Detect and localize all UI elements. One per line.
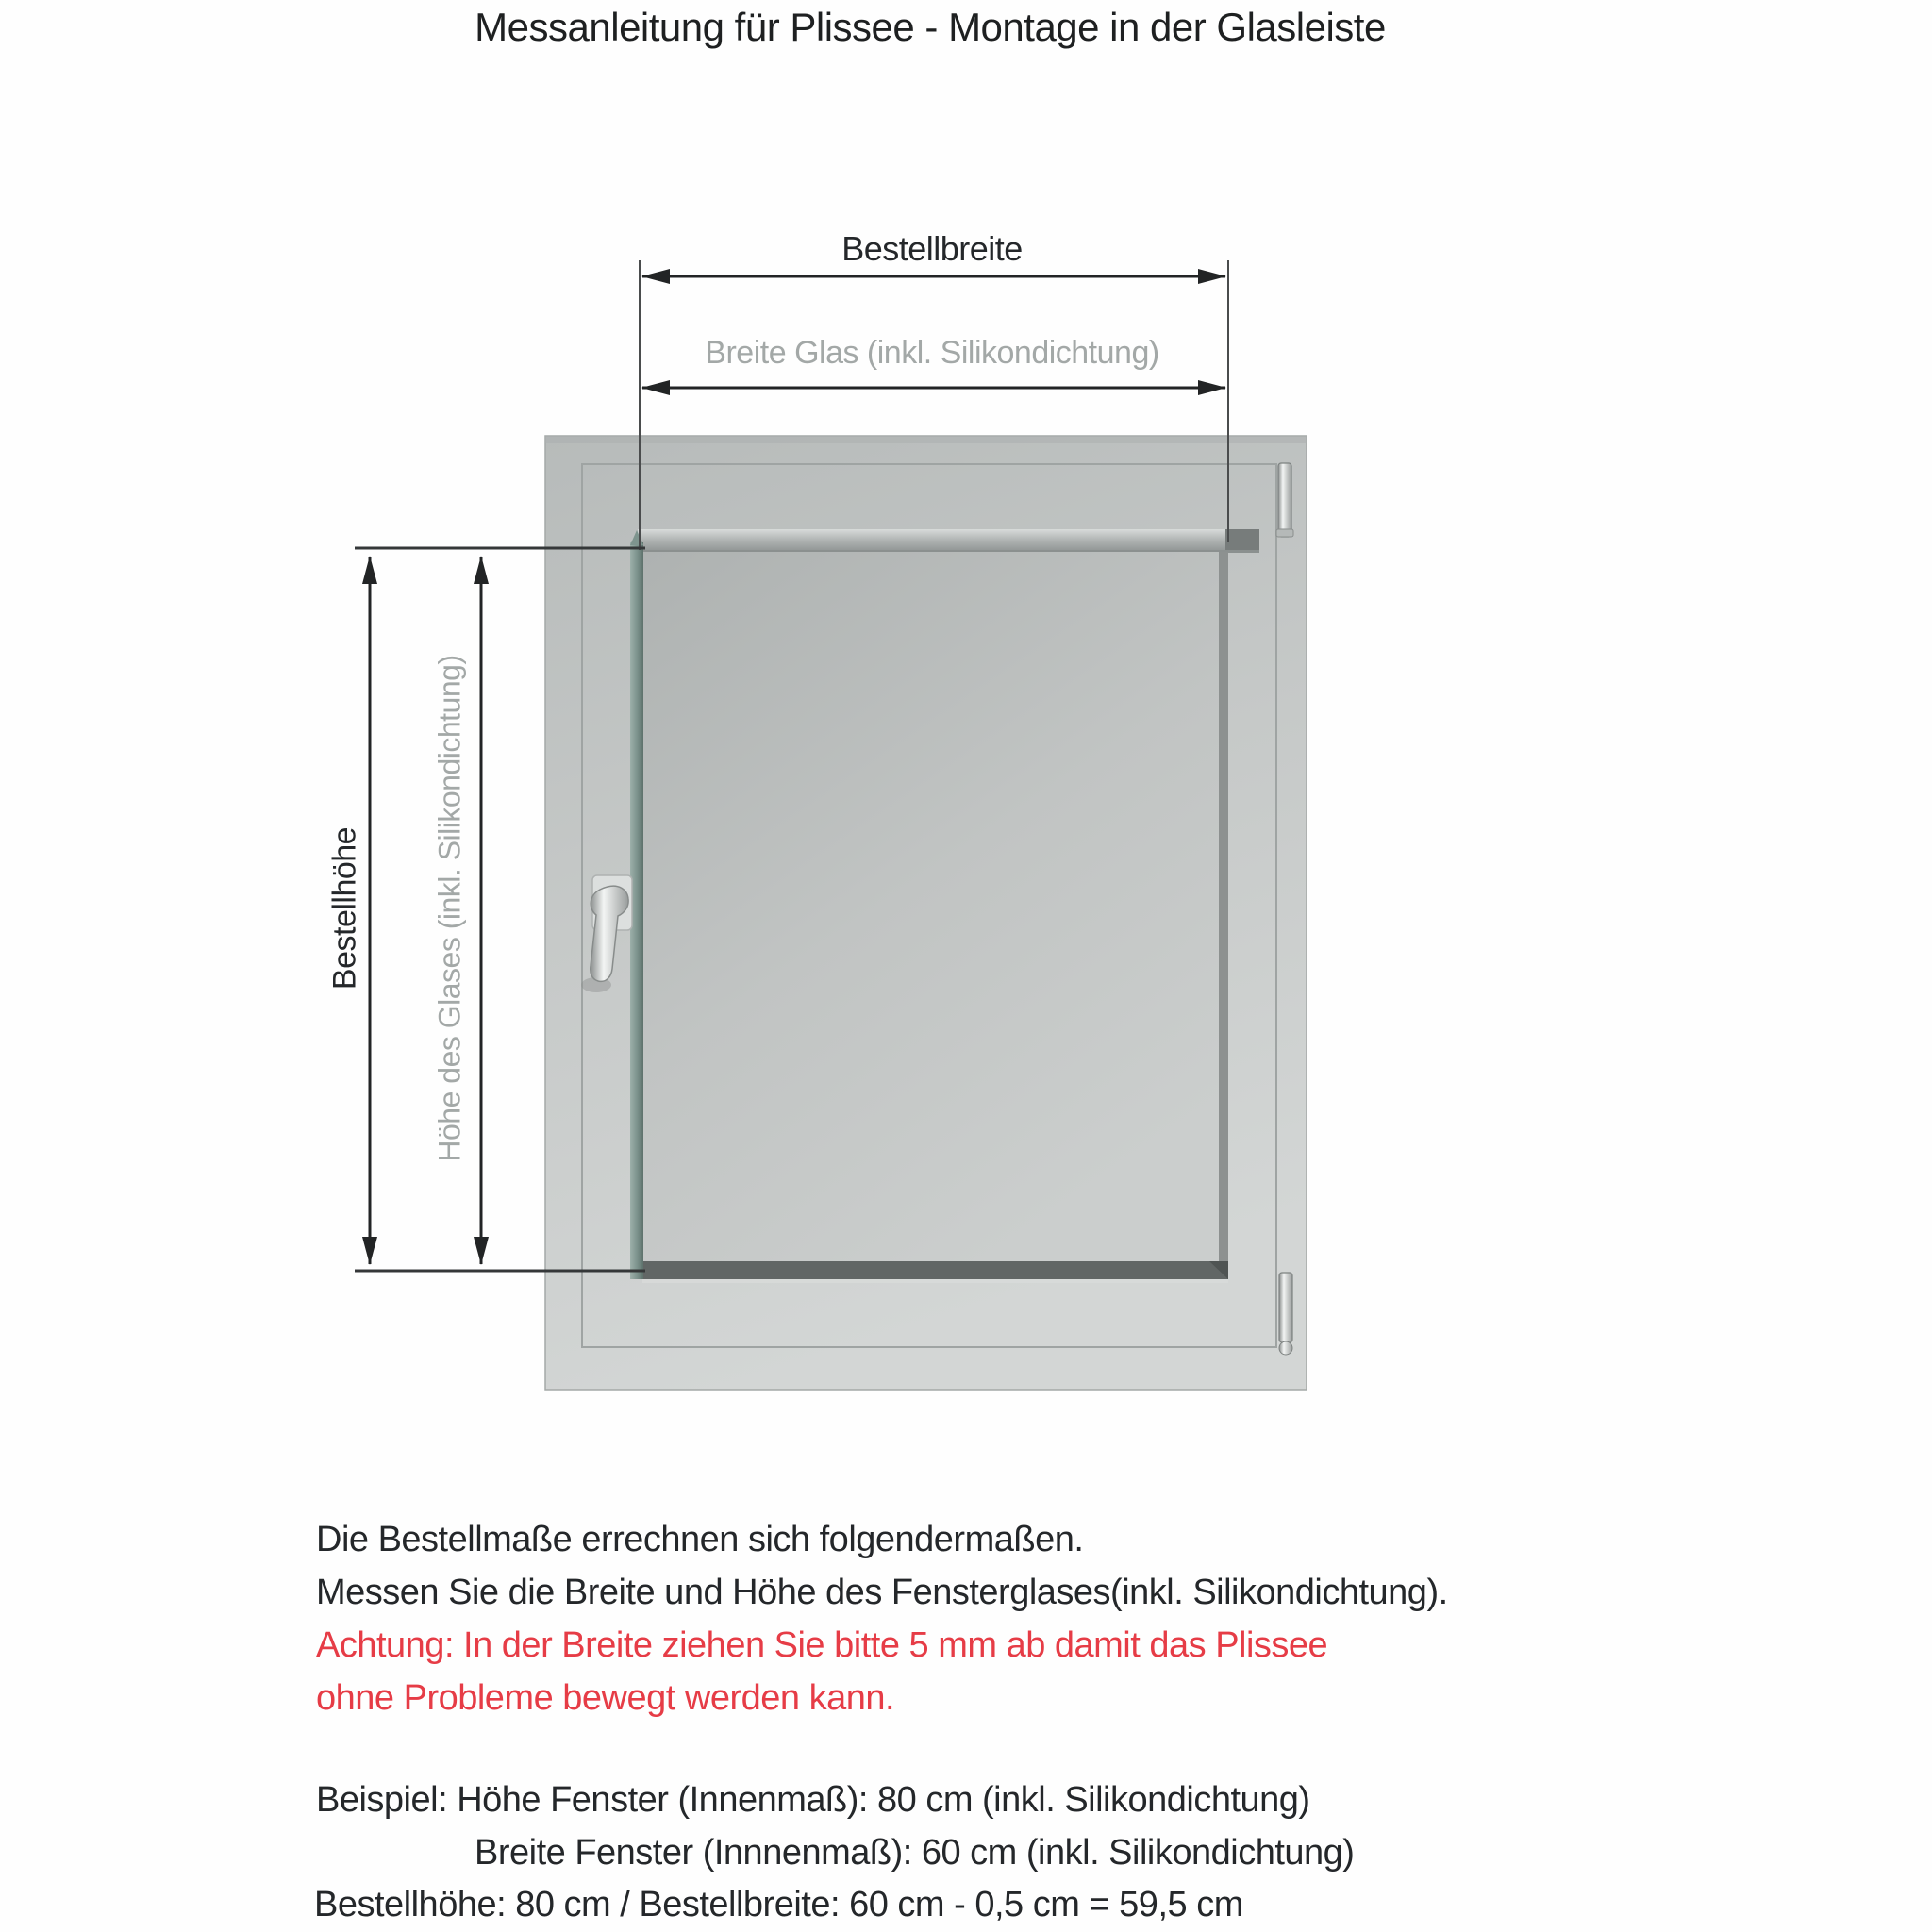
glass-edge-bottom: [642, 1261, 1228, 1279]
hinge-bottom: [1279, 1273, 1292, 1355]
instruction-warning-line1: Achtung: In der Breite ziehen Sie bitte 5 mm ab damit das Plissee: [316, 1625, 1328, 1665]
instruction-warning-line2: ohne Probleme bewegt werden kann.: [316, 1678, 895, 1718]
example-height-line: Beispiel: Höhe Fenster (Innenmaß): 80 cm (inkl. Silikondichtung): [316, 1780, 1310, 1820]
page-title: Messanleitung für Plissee - Montage in der Glasleiste: [475, 5, 1386, 49]
glass-pane: [630, 530, 1228, 1283]
example-order-line: Bestellhöhe: 80 cm / Bestellbreite: 60 cm - 0,5 cm = 59,5 cm: [314, 1885, 1243, 1924]
order-width-label: Bestellbreite: [841, 229, 1023, 268]
example-width-line: Breite Fenster (Innnenmaß): 60 cm (inkl. Silikondichtung): [475, 1833, 1355, 1873]
glass-height-label: Höhe des Glases (inkl. Silikondichtung): [432, 655, 467, 1162]
glazing-bead: [638, 529, 1259, 553]
instruction-measure: Messen Sie die Breite und Höhe des Fensterglases(inkl. Silikondichtung).: [316, 1573, 1448, 1612]
glass-edge-right: [1219, 552, 1228, 1279]
hinge-top: [1276, 463, 1293, 537]
instruction-intro: Die Bestellmaße errechnen sich folgendermaßen.: [316, 1520, 1084, 1559]
glass-width-label: Breite Glas (inkl. Silikondichtung): [705, 335, 1159, 371]
order-height-label: Bestellhöhe: [326, 826, 363, 991]
